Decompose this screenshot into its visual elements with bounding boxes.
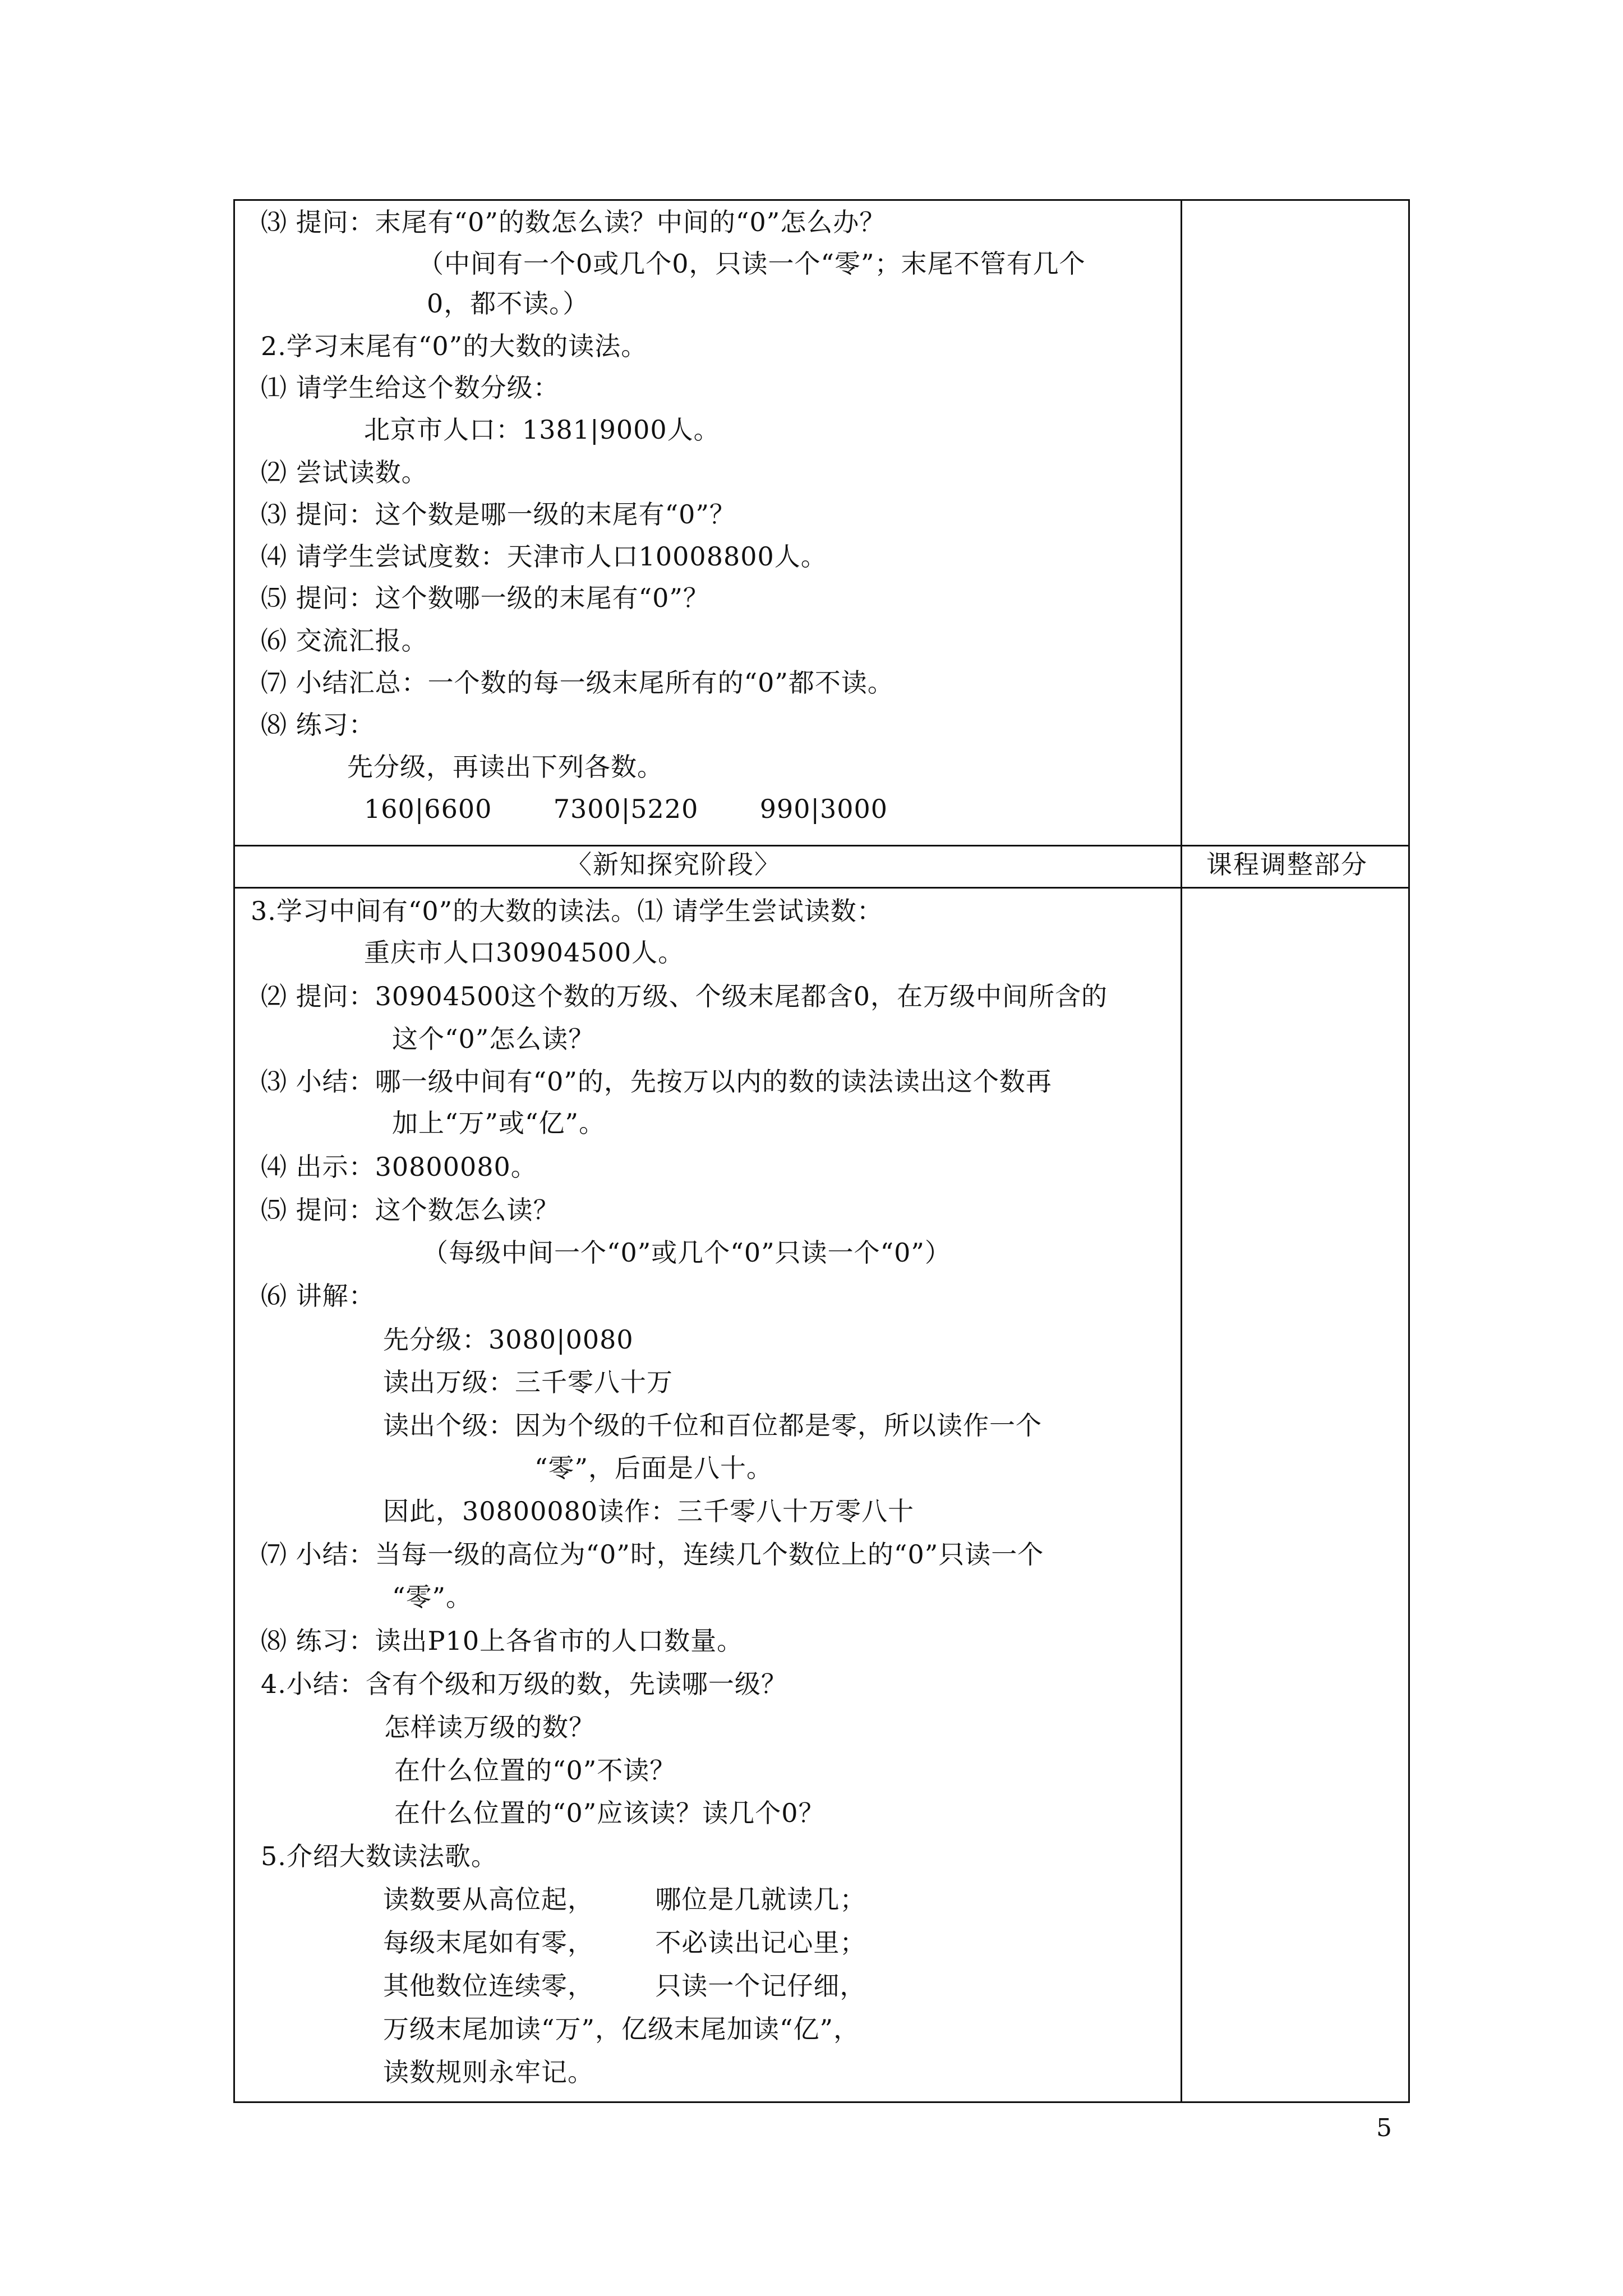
main-line: 5.介绍大数读法歌。 bbox=[261, 1841, 497, 1871]
top-line: 北京市人口：1381|9000人。 bbox=[364, 415, 720, 445]
top-line: ⑷ 请学生尝试度数：天津市人口10008800人。 bbox=[261, 541, 827, 572]
top-line: （中间有一个0或几个0，只读一个“零”；末尾不管有几个 bbox=[418, 249, 1086, 279]
top-line: 2.学习末尾有“0”的大数的读法。 bbox=[261, 331, 648, 361]
main-line: 3.学习中间有“0”的大数的读法。⑴ 请学生尝试读数： bbox=[251, 896, 883, 926]
row-divider-top bbox=[235, 845, 1408, 846]
top-line: ⑸ 提问：这个数哪一级的末尾有“0”？ bbox=[261, 583, 709, 613]
main-line: 4.小结：含有个级和万级的数，先读哪一级？ bbox=[261, 1669, 787, 1699]
main-line: ⑹ 讲解： bbox=[261, 1281, 375, 1311]
main-line: 读出万级：三千零八十万 bbox=[383, 1367, 673, 1397]
practice-numbers: 160|6600 7300|5220 990|3000 bbox=[364, 794, 888, 824]
top-line: 先分级，再读出下列各数。 bbox=[347, 752, 663, 782]
rhyme-line: 读数要从高位起， 哪位是几就读几； bbox=[383, 1884, 866, 1915]
rhyme-line: 其他数位连续零， 只读一个记仔细， bbox=[383, 1971, 866, 2001]
section-title: 〈新知探究阶段〉 bbox=[566, 849, 781, 880]
rhyme-line: 读数规则永牢记。 bbox=[383, 2057, 594, 2087]
main-line: “零”。 bbox=[392, 1582, 473, 1612]
rhyme-line: 每级末尾如有零， 不必读出记心里； bbox=[383, 1927, 866, 1958]
adjustment-column-title: 课程调整部分 bbox=[1206, 849, 1368, 880]
main-line: （每级中间一个“0”或几个“0”只读一个“0”） bbox=[422, 1237, 951, 1268]
main-line: 读出个级：因为个级的千位和百位都是零，所以读作一个 bbox=[383, 1410, 1042, 1441]
lesson-plan-table bbox=[233, 199, 1410, 2103]
top-line: 0，都不读。） bbox=[427, 288, 589, 319]
top-line: ⑴ 请学生给这个数分级： bbox=[261, 372, 560, 403]
main-line: 加上“万”或“亿”。 bbox=[392, 1108, 606, 1138]
main-line: 在什么位置的“0”应该读？读几个0？ bbox=[394, 1798, 825, 1828]
main-line: ⑷ 出示：30800080。 bbox=[261, 1152, 537, 1182]
rhyme-line: 万级末尾加读“万”，亿级末尾加读“亿”， bbox=[383, 2014, 860, 2044]
main-line: “零”，后面是八十。 bbox=[534, 1453, 773, 1483]
column-divider bbox=[1181, 201, 1182, 2101]
top-line: ⑶ 提问：这个数是哪一级的末尾有“0”？ bbox=[261, 499, 736, 530]
top-line: ⑻ 练习： bbox=[261, 710, 375, 740]
main-line: ⑵ 提问：30904500这个数的万级、个级末尾都含0，在万级中间所含的 bbox=[261, 981, 1108, 1011]
top-line: ⑵ 尝试读数。 bbox=[261, 457, 428, 487]
top-line: ⑺ 小结汇总：一个数的每一级末尾所有的“0”都不读。 bbox=[261, 668, 894, 698]
main-line: ⑺ 小结：当每一级的高位为“0”时，连续几个数位上的“0”只读一个 bbox=[261, 1539, 1044, 1570]
main-line: 重庆市人口30904500人。 bbox=[364, 937, 685, 968]
page-number: 5 bbox=[1376, 2114, 1392, 2142]
top-line: ⑶ 提问：末尾有“0”的数怎么读？中间的“0”怎么办？ bbox=[261, 207, 886, 237]
main-line: 这个“0”怎么读？ bbox=[392, 1024, 595, 1054]
main-line: ⑸ 提问：这个数怎么读？ bbox=[261, 1195, 560, 1225]
main-line: 在什么位置的“0”不读？ bbox=[394, 1755, 676, 1786]
main-line: ⑶ 小结：哪一级中间有“0”的，先按万以内的数的读法读出这个数再 bbox=[261, 1066, 1052, 1097]
main-line: 因此，30800080读作：三千零八十万零八十 bbox=[383, 1496, 915, 1526]
row-divider-header bbox=[235, 887, 1408, 889]
main-line: ⑻ 练习：读出P10上各省市的人口数量。 bbox=[261, 1626, 744, 1656]
main-line: 怎样读万级的数？ bbox=[384, 1712, 595, 1742]
main-line: 先分级：3080|0080 bbox=[383, 1324, 634, 1355]
top-line: ⑹ 交流汇报。 bbox=[261, 625, 428, 656]
